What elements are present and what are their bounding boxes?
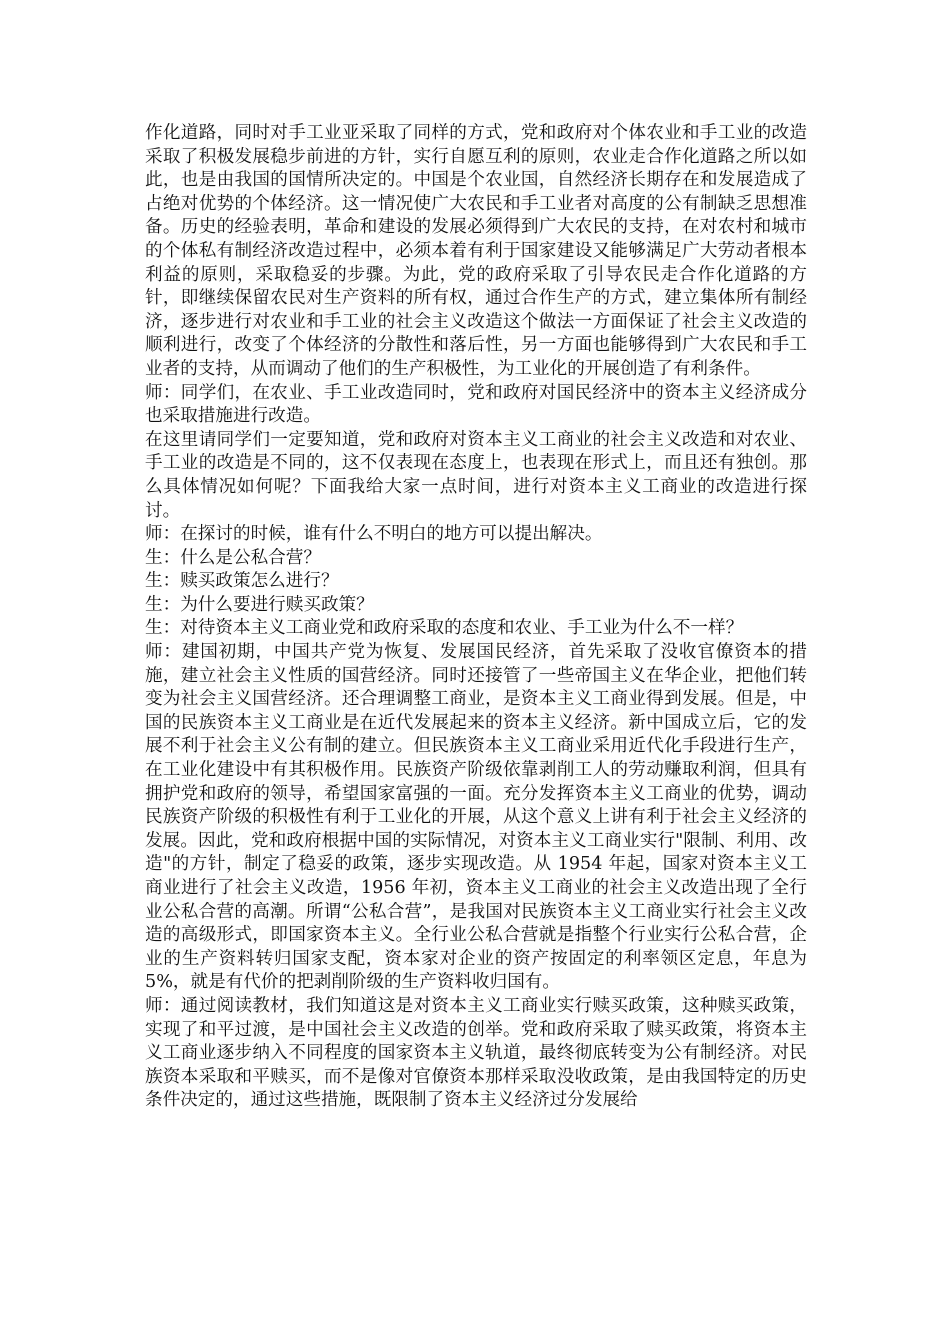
paragraph-2: 师：同学们，在农业、手工业改造同时，党和政府对国民经济中的资本主义经济成分也采取措施进行改造。 <box>145 382 807 427</box>
paragraph-1: 作化道路，同时对手工业亚采取了同样的方式，党和政府对个体农业和手工业的改造采取了积极发展稳步前进的方针，实行自愿互利的原则，农业走合作化道路之所以如此，也是由我国的国情所决定的。中国是个农业国，自然经济长期存在和发展造成了占绝对优势的个体经济。这一情况使广大农民和手工业者对高度的公有制缺乏思想准备。历史的经验表明，革命和建设的发展必须得到广大农民的支持，在对农村和城市的个体私有制经济改造过程中，必须本着有利于国家建设又能够满足广大劳动者根本利益的原则，采取稳妥的步骤。为此，党的政府采取了引导农民走合作化道路的方针，即继续保留农民对生产资料的所有权，通过合作生产的方式，建立集体所有制经济，逐步进行对农业和手工业的社会主义改造这个做法一方面保证了社会主义改造的顺利进行，改变了个体经济的分散性和落后性，另一方面也能够得到广大农民和手工业者的支持，从而调动了他们的生产积极性，为工业化的开展创造了有利条件。 <box>145 123 807 379</box>
document-body <box>145 122 807 1113</box>
paragraph-8: 生：对待资本主义工商业党和政府采取的态度和农业、手工业为什么不一样？ <box>145 618 744 639</box>
paragraph-5: 生：什么是公私合营？ <box>145 547 321 568</box>
paragraph-4: 师：在探讨的时候，谁有什么不明白的地方可以提出解决。 <box>145 524 603 545</box>
paragraph-10: 师：通过阅读教材，我们知道这是对资本主义工商业实行赎买政策，这种赎买政策，实现了和平过渡，是中国社会主义改造的创举。党和政府采取了赎买政策，将资本主义工商业逐步纳入不同程度的国家资本主义轨道，最终彻底转变为公有制经济。对民族资本采取和平赎买，而不是像对官僚资本那样采取没收政策，是由我国特定的历史条件决定的，通过这些措施，既限制了资本主义经济过分发展给 <box>145 995 807 1111</box>
paragraph-7: 生：为什么要进行赎买政策？ <box>145 594 374 615</box>
paragraph-6: 生：赎买政策怎么进行？ <box>145 571 339 592</box>
paragraph-9: 师：建国初期，中国共产党为恢复、发展国民经济，首先采取了没收官僚资本的措施，建立社会主义性质的国营经济。同时还接管了一些帝国主义在华企业，把他们转变为社会主义国营经济。还合理调整工商业，是资本主义工商业得到发展。但是，中国的民族资本主义工商业是在近代发展起来的资本主义经济。新中国成立后，它的发展不利于社会主义公有制的建立。但民族资本主义工商业采用近代化手段进行生产，在工业化建设中有其积极作用。民族资产阶级依靠剥削工人的劳动赚取利润，但具有拥护党和政府的领导，希望国家富强的一面。充分发挥资本主义工商业的优势，调动民族资产阶级的积极性有利于工业化的开展，从这个意义上讲有利于社会主义经济的发展。因此，党和政府根据中国的实际情况，对资本主义工商业实行"限制、利用、改造"的方针，制定了稳妥的政策，逐步实现改造。从 1954 年起，国家对资本主义工商业进行了社会主义改造，1956 年初，资本主义工商业的社会主义改造出现了全行业公私合营的高潮。所谓“公私合营”，是我国对民族资本主义工商业实行社会主义改造的高级形式，即国家资本主义。全行业公私合营就是指整个行业实行公私合营，企业的生产资料转归国家支配，资本家对企业的资产按固定的利率领区定息，年息为 5%，就是有代价的把剥削阶级的生产资料收归国有。 <box>145 642 807 993</box>
paragraph-3: 在这里请同学们一定要知道，党和政府对资本主义工商业的社会主义改造和对农业、手工业的改造是不同的，这不仅表现在态度上，也表现在形式上，而且还有独创。那么具体情况如何呢？下面我给大家一点时间，进行对资本主义工商业的改造进行探讨。 <box>145 429 807 521</box>
